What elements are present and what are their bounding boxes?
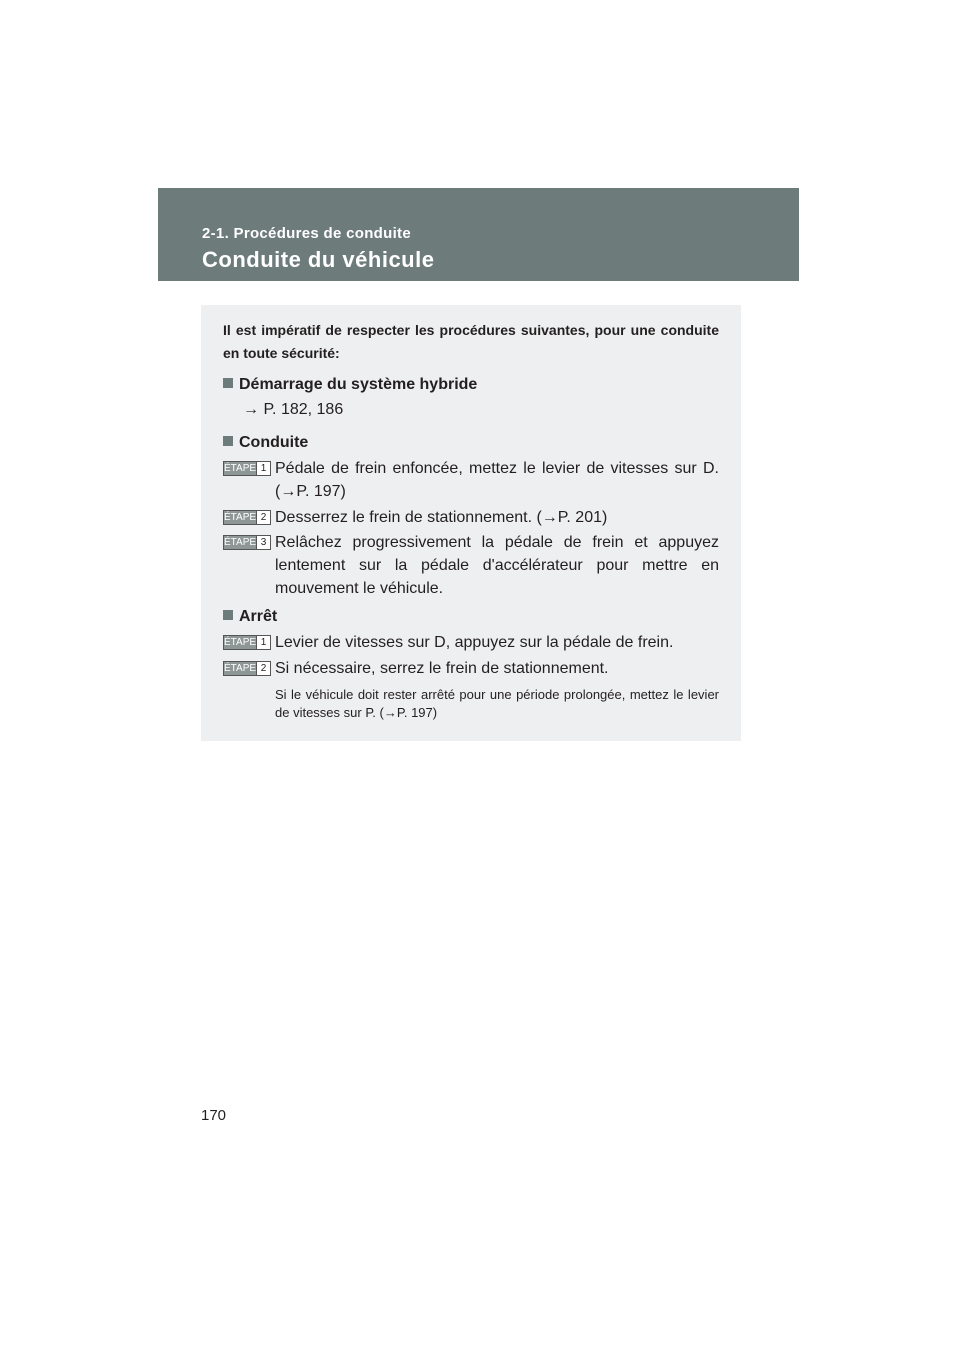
- square-bullet-icon: [223, 436, 233, 446]
- square-bullet-icon: [223, 610, 233, 620]
- step-badge: ÉTAPE 3: [223, 535, 271, 550]
- step-badge: ÉTAPE 2: [223, 510, 271, 525]
- heading-arret: Arrêt: [223, 607, 277, 627]
- intro-text: Il est impératif de respecter les procédures suivantes, pour une conduite en toute sécurité:: [223, 322, 719, 361]
- note-text: Si le véhicule doit rester arrêté pour une période prolongée, mettez le levier de vitesses sur P. (→P. 197): [275, 687, 719, 720]
- step-text: Si nécessaire, serrez le frein de stationnement.: [275, 660, 609, 677]
- square-bullet-icon: [223, 378, 233, 388]
- section-label: 2-1. Procédures de conduite: [202, 225, 411, 242]
- page-number: 170: [201, 1107, 227, 1124]
- step-text: Desserrez le frein de stationnement. (→P. 201): [275, 509, 608, 526]
- heading-conduite: Conduite: [223, 433, 308, 453]
- step-badge: ÉTAPE 1: [223, 635, 271, 650]
- page-title: Conduite du véhicule: [202, 247, 435, 272]
- step-text: Levier de vitesses sur D, appuyez sur la pédale de frein.: [275, 634, 674, 651]
- step-text: Relâchez progressivement la pédale de frein et appuyez lentement sur la pédale d'accélérateur pour mettre en mouvement le véhicule.: [275, 534, 719, 597]
- step-badge: ÉTAPE 2: [223, 661, 271, 676]
- step-text: Pédale de frein enfoncée, mettez le levier de vitesses sur D. (→P. 197): [275, 460, 719, 500]
- chapter-header: [158, 188, 799, 281]
- heading-demarrage: Démarrage du système hybride: [223, 375, 477, 395]
- reference-demarrage: → P. 182, 186: [243, 401, 344, 418]
- step-badge: ÉTAPE 1: [223, 461, 271, 476]
- procedure-box: [201, 305, 741, 741]
